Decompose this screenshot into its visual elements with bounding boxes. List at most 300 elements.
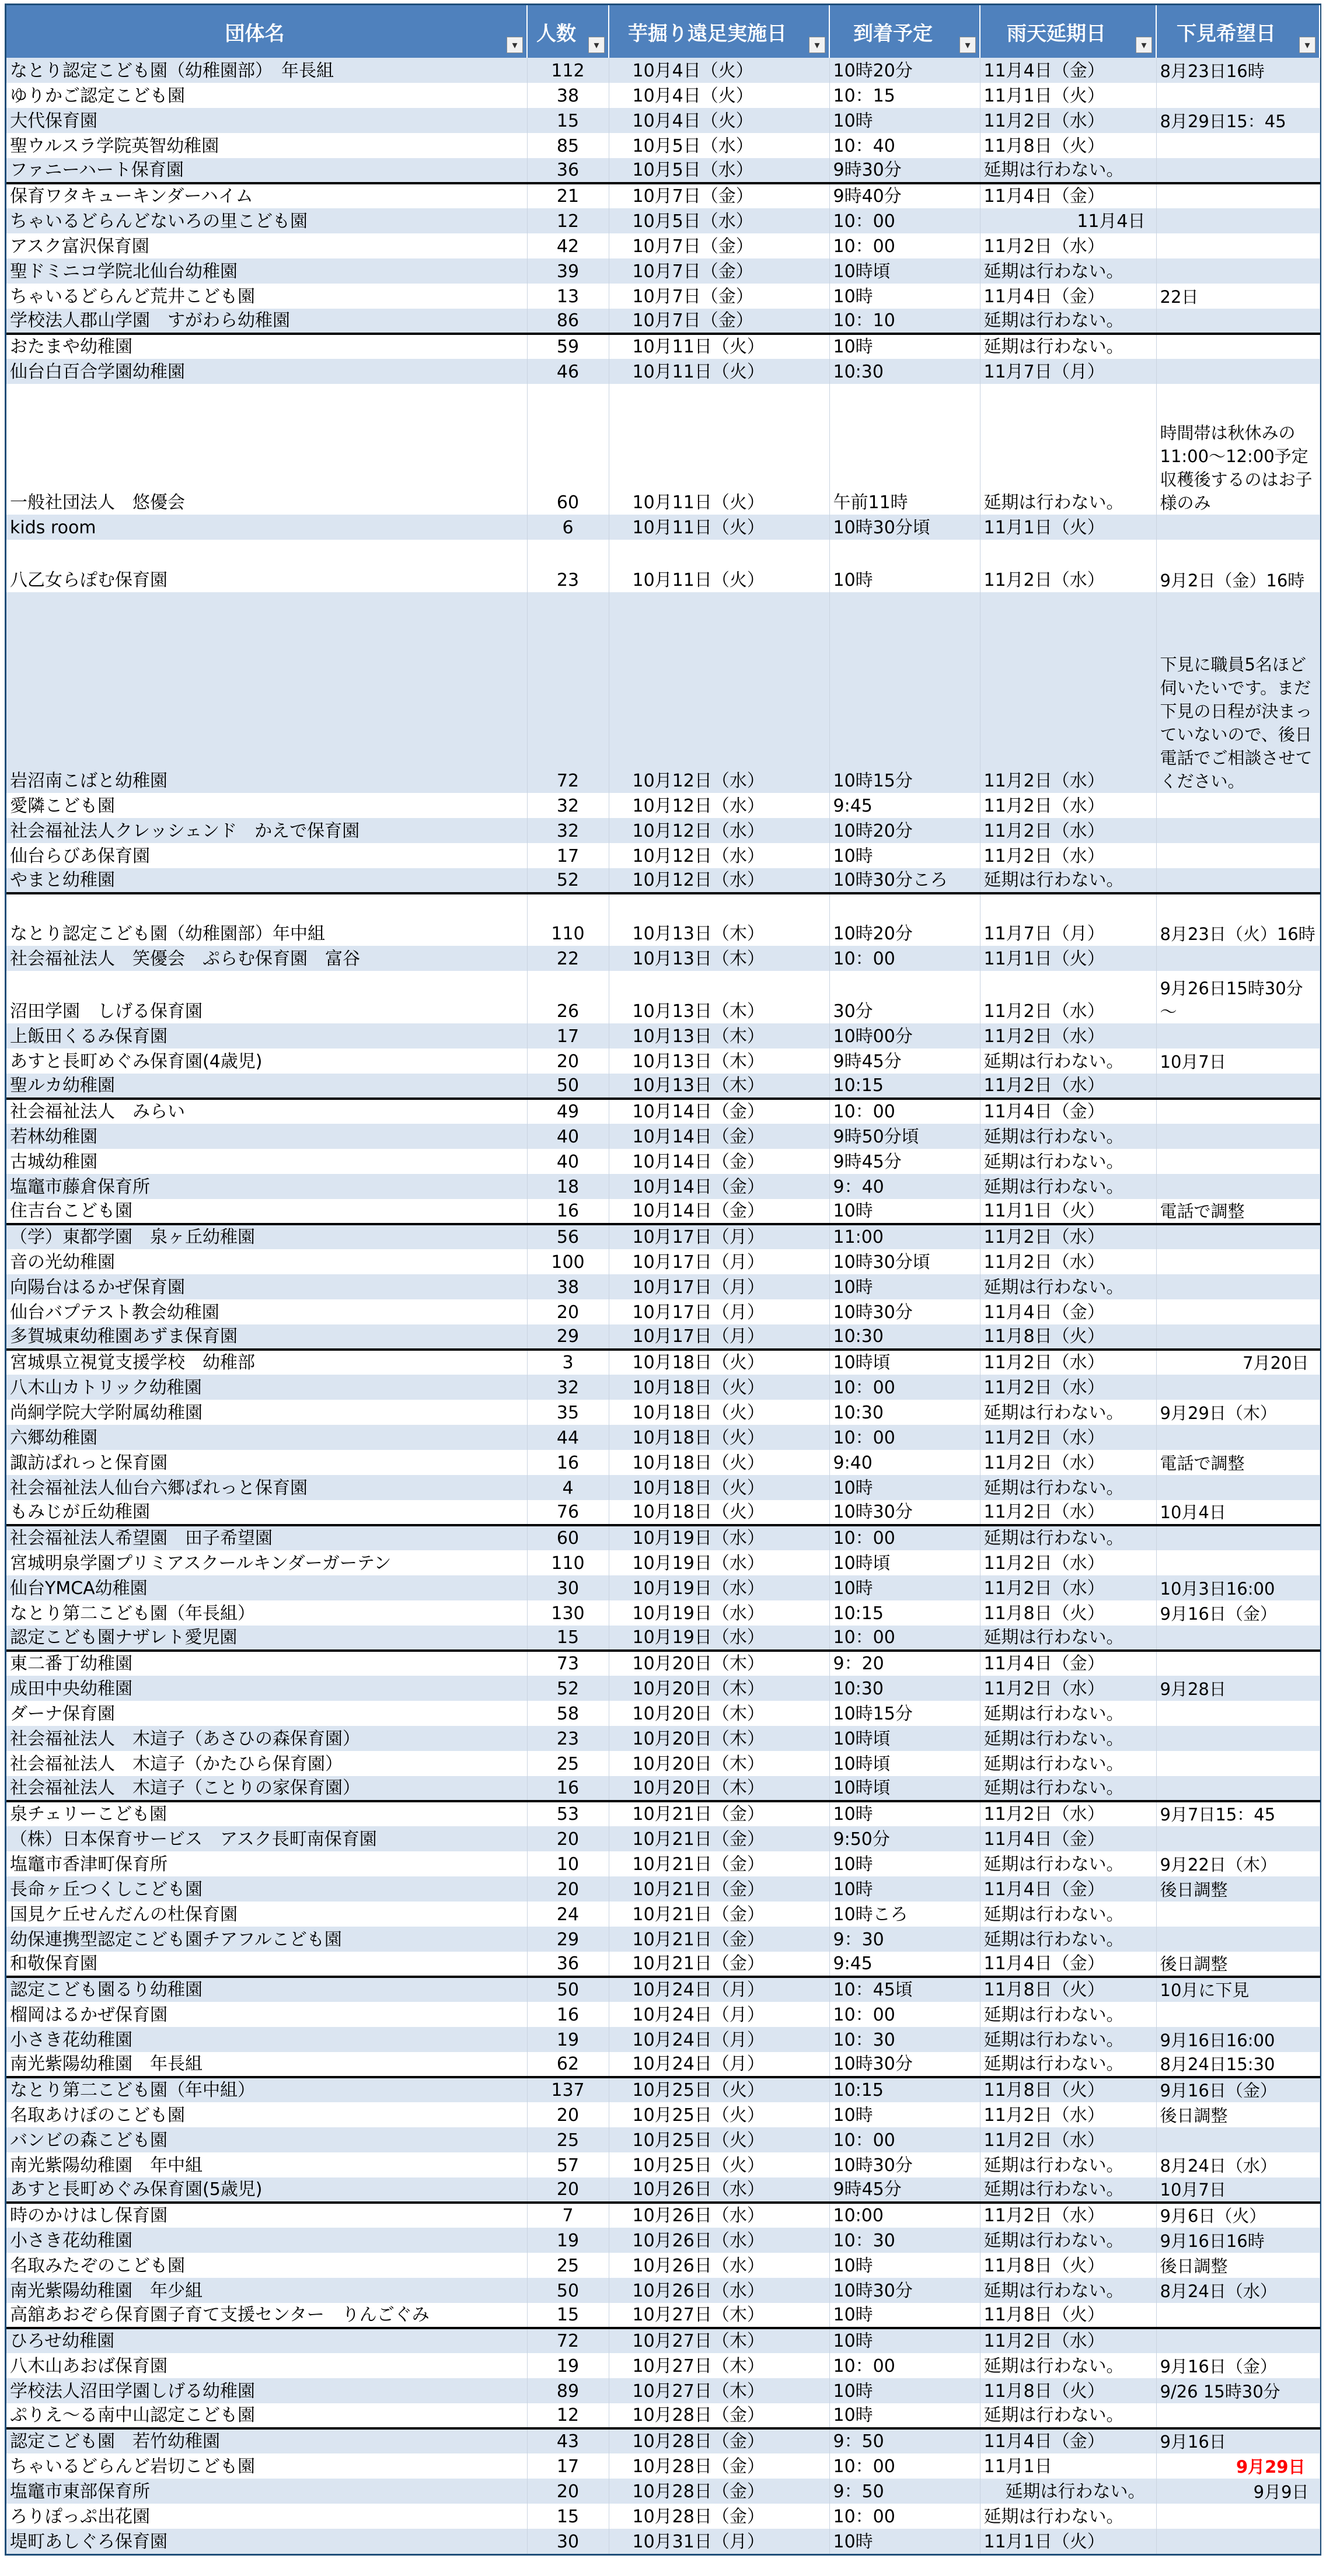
cell-preview[interactable] (1156, 946, 1320, 971)
cell-name[interactable]: 長命ヶ丘つくしこども園 (6, 1876, 527, 1902)
cell-preview[interactable] (1156, 1525, 1320, 1550)
cell-arrival[interactable]: 9：20 (829, 1651, 980, 1676)
cell-rain-date[interactable]: 延期は行わない。 (980, 1902, 1156, 1927)
cell-rain-date[interactable]: 11月2日（水） (980, 1575, 1156, 1600)
cell-preview[interactable]: 9月16日16:00 (1156, 2027, 1320, 2052)
cell-count[interactable]: 40 (527, 1149, 609, 1174)
cell-date[interactable]: 10月26日（水） (609, 2278, 829, 2303)
cell-preview[interactable]: 後日調整 (1156, 1952, 1320, 1977)
cell-name[interactable]: 塩竈市東部保育所 (6, 2479, 527, 2504)
cell-count[interactable]: 60 (527, 384, 609, 515)
cell-arrival[interactable]: 10：40 (829, 133, 980, 158)
dropdown-filter-icon[interactable]: ▾ (959, 37, 976, 53)
cell-count[interactable]: 19 (527, 2228, 609, 2253)
cell-rain-date[interactable]: 延期は行わない。 (980, 2278, 1156, 2303)
cell-rain-date[interactable]: 11月4日（金） (980, 1651, 1156, 1676)
cell-date[interactable]: 10月21日（金） (609, 1876, 829, 1902)
cell-name[interactable]: 宮城明泉学園プリミアスクールキンダーガーテン (6, 1550, 527, 1575)
cell-name[interactable]: ちゃいるどらんどないろの里こども園 (6, 208, 527, 233)
cell-preview[interactable]: 9月16日16時 (1156, 2228, 1320, 2253)
cell-date[interactable]: 10月26日（水） (609, 2177, 829, 2203)
cell-preview[interactable] (1156, 1826, 1320, 1851)
cell-arrival[interactable]: 10：30 (829, 2027, 980, 2052)
cell-preview[interactable] (1156, 1174, 1320, 1199)
cell-name[interactable]: ゆりかご認定こども園 (6, 83, 527, 108)
cell-rain-date[interactable]: 11月2日（水） (980, 1801, 1156, 1826)
cell-date[interactable]: 10月13日（木） (609, 1023, 829, 1048)
header-preview[interactable] (1156, 5, 1320, 58)
cell-arrival[interactable]: 10:30 (829, 1400, 980, 1425)
cell-date[interactable]: 10月27日（木） (609, 2353, 829, 2378)
cell-name[interactable]: 八乙女らぽむ保育園 (6, 540, 527, 592)
cell-arrival[interactable]: 10：00 (829, 2453, 980, 2479)
cell-name[interactable]: 音の光幼稚園 (6, 1249, 527, 1274)
cell-rain-date[interactable]: 延期は行わない。 (980, 1851, 1156, 1876)
cell-date[interactable]: 10月11日（火） (609, 515, 829, 540)
cell-rain-date[interactable]: 11月2日（水） (980, 2328, 1156, 2353)
cell-arrival[interactable]: 10時 (829, 1274, 980, 1299)
cell-arrival[interactable]: 10時 (829, 1801, 980, 1826)
cell-date[interactable]: 10月12日（水） (609, 843, 829, 868)
cell-rain-date[interactable]: 延期は行わない。 (980, 158, 1156, 183)
cell-rain-date[interactable]: 11月2日（水） (980, 1350, 1156, 1375)
cell-date[interactable]: 10月19日（水） (609, 1600, 829, 1626)
cell-count[interactable]: 19 (527, 2353, 609, 2378)
cell-preview[interactable]: 時間帯は秋休みの11:00～12:00予定 収穫後するのはお子様のみ (1156, 384, 1320, 515)
cell-preview[interactable] (1156, 133, 1320, 158)
cell-arrival[interactable]: 10:30 (829, 1324, 980, 1350)
cell-name[interactable]: 岩沼南こばと幼稚園 (6, 592, 527, 793)
cell-arrival[interactable]: 10時 (829, 2303, 980, 2328)
cell-arrival[interactable]: 10：30 (829, 2228, 980, 2253)
cell-preview[interactable] (1156, 258, 1320, 284)
cell-date[interactable]: 10月14日（金） (609, 1199, 829, 1224)
cell-count[interactable]: 42 (527, 233, 609, 258)
cell-name[interactable]: 愛隣こども園 (6, 793, 527, 818)
cell-date[interactable]: 10月18日（火） (609, 1500, 829, 1525)
cell-arrival[interactable]: 10時 (829, 2529, 980, 2554)
cell-name[interactable]: 塩竈市香津町保育所 (6, 1851, 527, 1876)
cell-count[interactable]: 62 (527, 2052, 609, 2077)
cell-rain-date[interactable]: 11月2日（水） (980, 1224, 1156, 1249)
cell-name[interactable]: ちゃいるどらんど岩切こども園 (6, 2453, 527, 2479)
cell-name[interactable]: 社会福祉法人希望園 田子希望園 (6, 1525, 527, 1550)
cell-count[interactable]: 13 (527, 284, 609, 309)
cell-count[interactable]: 38 (527, 1274, 609, 1299)
cell-date[interactable]: 10月28日（金） (609, 2428, 829, 2453)
cell-name[interactable]: ろりぽっぷ出花園 (6, 2504, 527, 2529)
cell-count[interactable]: 21 (527, 183, 609, 208)
cell-arrival[interactable]: 10：00 (829, 2127, 980, 2152)
cell-date[interactable]: 10月27日（木） (609, 2303, 829, 2328)
cell-date[interactable]: 10月18日（火） (609, 1400, 829, 1425)
cell-name[interactable]: 向陽台はるかぜ保育園 (6, 1274, 527, 1299)
cell-preview[interactable] (1156, 2328, 1320, 2353)
cell-date[interactable]: 10月4日（火） (609, 108, 829, 133)
cell-date[interactable]: 10月20日（木） (609, 1776, 829, 1801)
cell-date[interactable]: 10月28日（金） (609, 2453, 829, 2479)
cell-date[interactable]: 10月11日（火） (609, 334, 829, 359)
cell-date[interactable]: 10月14日（金） (609, 1124, 829, 1149)
cell-preview[interactable] (1156, 183, 1320, 208)
cell-rain-date[interactable]: 延期は行わない。 (980, 2403, 1156, 2428)
cell-date[interactable]: 10月26日（水） (609, 2228, 829, 2253)
cell-rain-date[interactable]: 延期は行わない。 (980, 1174, 1156, 1199)
cell-date[interactable]: 10月24日（月） (609, 1977, 829, 2002)
cell-arrival[interactable]: 10：15 (829, 83, 980, 108)
cell-rain-date[interactable]: 11月2日（水） (980, 108, 1156, 133)
cell-rain-date[interactable]: 11月2日（水） (980, 1425, 1156, 1450)
cell-preview[interactable]: 9月9日 (1156, 2479, 1320, 2504)
cell-name[interactable]: 社会福祉法人仙台六郷ぱれっと保育園 (6, 1475, 527, 1500)
cell-preview[interactable]: 9月16日（金） (1156, 1600, 1320, 1626)
cell-preview[interactable] (1156, 843, 1320, 868)
cell-rain-date[interactable]: 延期は行わない。 (980, 2504, 1156, 2529)
cell-date[interactable]: 10月13日（木） (609, 893, 829, 946)
cell-date[interactable]: 10月17日（月） (609, 1224, 829, 1249)
cell-name[interactable]: あすと長町めぐみ保育園(5歳児) (6, 2177, 527, 2203)
cell-name[interactable]: 諏訪ぱれっと保育園 (6, 1450, 527, 1475)
cell-rain-date[interactable]: 11月8日（火） (980, 2253, 1156, 2278)
cell-rain-date[interactable]: 延期は行わない。 (980, 309, 1156, 334)
cell-rain-date[interactable]: 11月2日（水） (980, 1676, 1156, 1701)
cell-date[interactable]: 10月13日（木） (609, 946, 829, 971)
cell-count[interactable]: 110 (527, 893, 609, 946)
cell-name[interactable]: 幼保連携型認定こども園チアフルこども園 (6, 1927, 527, 1952)
cell-date[interactable]: 10月19日（水） (609, 1525, 829, 1550)
cell-count[interactable]: 17 (527, 2453, 609, 2479)
cell-count[interactable]: 18 (527, 1174, 609, 1199)
cell-rain-date[interactable]: 11月2日（水） (980, 2102, 1156, 2127)
cell-name[interactable]: 聖ルカ幼稚園 (6, 1074, 527, 1099)
dropdown-filter-icon[interactable]: ▾ (1136, 37, 1152, 53)
cell-count[interactable]: 20 (527, 1299, 609, 1324)
cell-arrival[interactable]: 9時50分頃 (829, 1124, 980, 1149)
cell-count[interactable]: 15 (527, 2504, 609, 2529)
cell-arrival[interactable]: 10時30分 (829, 2278, 980, 2303)
cell-rain-date[interactable]: 11月2日（水） (980, 540, 1156, 592)
cell-arrival[interactable]: 10時15分 (829, 592, 980, 793)
cell-count[interactable]: 112 (527, 58, 609, 83)
cell-preview[interactable]: 10月7日 (1156, 2177, 1320, 2203)
cell-preview[interactable] (1156, 83, 1320, 108)
cell-date[interactable]: 10月20日（木） (609, 1701, 829, 1726)
cell-count[interactable]: 52 (527, 868, 609, 893)
cell-rain-date[interactable]: 11月2日（水） (980, 793, 1156, 818)
cell-date[interactable]: 10月31日（月） (609, 2529, 829, 2554)
cell-preview[interactable] (1156, 359, 1320, 384)
cell-rain-date[interactable]: 11月4日（金） (980, 284, 1156, 309)
cell-name[interactable]: 社会福祉法人 木這子（あさひの森保育園） (6, 1726, 527, 1751)
cell-arrival[interactable]: 10時 (829, 1475, 980, 1500)
cell-date[interactable]: 10月4日（火） (609, 83, 829, 108)
cell-count[interactable]: 16 (527, 1450, 609, 1475)
cell-arrival[interactable]: 10時頃 (829, 1776, 980, 1801)
cell-date[interactable]: 10月17日（月） (609, 1299, 829, 1324)
cell-preview[interactable]: 8月23日16時 (1156, 58, 1320, 83)
cell-date[interactable]: 10月12日（水） (609, 793, 829, 818)
cell-arrival[interactable]: 10時頃 (829, 1726, 980, 1751)
cell-date[interactable]: 10月25日（火） (609, 2102, 829, 2127)
cell-rain-date[interactable]: 延期は行わない。 (980, 1124, 1156, 1149)
cell-date[interactable]: 10月24日（月） (609, 2002, 829, 2027)
cell-arrival[interactable]: 10時頃 (829, 258, 980, 284)
cell-date[interactable]: 10月19日（水） (609, 1575, 829, 1600)
cell-arrival[interactable]: 午前11時 (829, 384, 980, 515)
cell-rain-date[interactable]: 延期は行わない。 (980, 2177, 1156, 2203)
cell-preview[interactable] (1156, 1375, 1320, 1400)
cell-arrival[interactable]: 10時頃 (829, 1751, 980, 1776)
cell-arrival[interactable]: 11:00 (829, 1224, 980, 1249)
cell-name[interactable]: 八木山あおば保育園 (6, 2353, 527, 2378)
cell-rain-date[interactable]: 延期は行わない。 (980, 1400, 1156, 1425)
cell-arrival[interactable]: 10時30分頃 (829, 1249, 980, 1274)
cell-count[interactable]: 110 (527, 1550, 609, 1575)
cell-preview[interactable] (1156, 309, 1320, 334)
cell-date[interactable]: 10月14日（金） (609, 1099, 829, 1124)
cell-preview[interactable] (1156, 1776, 1320, 1801)
cell-arrival[interactable]: 9:40 (829, 1450, 980, 1475)
cell-arrival[interactable]: 10時 (829, 108, 980, 133)
cell-rain-date[interactable]: 延期は行わない。 (980, 1048, 1156, 1074)
cell-preview[interactable] (1156, 2504, 1320, 2529)
cell-rain-date[interactable]: 11月2日（水） (980, 233, 1156, 258)
header-arrival[interactable] (829, 5, 980, 58)
cell-name[interactable]: 学校法人沼田学園しげる幼稚園 (6, 2378, 527, 2403)
cell-date[interactable]: 10月11日（火） (609, 540, 829, 592)
cell-name[interactable]: 社会福祉法人クレッシェンド かえで保育園 (6, 818, 527, 843)
cell-preview[interactable]: 9月26日15時30分～ (1156, 971, 1320, 1023)
cell-count[interactable]: 35 (527, 1400, 609, 1425)
cell-preview[interactable]: 9月29日 (1156, 2453, 1320, 2479)
cell-preview[interactable]: 後日調整 (1156, 1876, 1320, 1902)
cell-arrival[interactable]: 10：00 (829, 2002, 980, 2027)
cell-date[interactable]: 10月4日（火） (609, 58, 829, 83)
cell-name[interactable]: なとり第二こども園（年中組） (6, 2077, 527, 2102)
cell-date[interactable]: 10月28日（金） (609, 2403, 829, 2428)
cell-preview[interactable] (1156, 868, 1320, 893)
cell-preview[interactable]: 9月7日15：45 (1156, 1801, 1320, 1826)
cell-rain-date[interactable]: 11月4日（金） (980, 2428, 1156, 2453)
cell-name[interactable]: 社会福祉法人 木這子（かたひら保育園） (6, 1751, 527, 1776)
cell-rain-date[interactable]: 延期は行わない。 (980, 2479, 1156, 2504)
cell-count[interactable]: 20 (527, 2177, 609, 2203)
cell-date[interactable]: 10月18日（火） (609, 1450, 829, 1475)
cell-arrival[interactable]: 9：50 (829, 2428, 980, 2453)
cell-arrival[interactable]: 10:30 (829, 1676, 980, 1701)
cell-date[interactable]: 10月20日（木） (609, 1651, 829, 1676)
cell-preview[interactable] (1156, 515, 1320, 540)
cell-preview[interactable]: 8月24日15:30 (1156, 2052, 1320, 2077)
cell-count[interactable]: 89 (527, 2378, 609, 2403)
cell-rain-date[interactable]: 11月2日（水） (980, 1074, 1156, 1099)
cell-name[interactable]: なとり認定こども園（幼稚園部） 年長組 (6, 58, 527, 83)
cell-arrival[interactable]: 10：45頃 (829, 1977, 980, 2002)
cell-count[interactable]: 50 (527, 2278, 609, 2303)
cell-name[interactable]: ファニーハート保育園 (6, 158, 527, 183)
cell-arrival[interactable]: 9：50 (829, 2479, 980, 2504)
cell-preview[interactable] (1156, 2529, 1320, 2554)
cell-count[interactable]: 72 (527, 2328, 609, 2353)
cell-rain-date[interactable]: 11月2日（水） (980, 2203, 1156, 2228)
cell-count[interactable]: 20 (527, 1876, 609, 1902)
cell-name[interactable]: 沼田学園 しげる保育園 (6, 971, 527, 1023)
cell-rain-date[interactable]: 11月1日（火） (980, 1199, 1156, 1224)
cell-arrival[interactable]: 10時 (829, 843, 980, 868)
cell-preview[interactable]: 8月29日15：45 (1156, 108, 1320, 133)
cell-count[interactable]: 36 (527, 1952, 609, 1977)
cell-preview[interactable] (1156, 1224, 1320, 1249)
cell-arrival[interactable]: 10：00 (829, 1425, 980, 1450)
cell-name[interactable]: 宮城県立視覚支援学校 幼稚部 (6, 1350, 527, 1375)
cell-arrival[interactable]: 9時30分 (829, 158, 980, 183)
cell-date[interactable]: 10月7日（金） (609, 233, 829, 258)
cell-preview[interactable] (1156, 1651, 1320, 1676)
cell-arrival[interactable]: 9時40分 (829, 183, 980, 208)
cell-rain-date[interactable]: 11月8日（火） (980, 2378, 1156, 2403)
cell-preview[interactable] (1156, 158, 1320, 183)
cell-rain-date[interactable]: 11月2日（水） (980, 843, 1156, 868)
cell-preview[interactable] (1156, 1626, 1320, 1651)
cell-date[interactable]: 10月5日（水） (609, 208, 829, 233)
cell-preview[interactable] (1156, 1023, 1320, 1048)
cell-date[interactable]: 10月26日（水） (609, 2253, 829, 2278)
cell-name[interactable]: 仙台白百合学園幼稚園 (6, 359, 527, 384)
cell-count[interactable]: 25 (527, 2127, 609, 2152)
cell-rain-date[interactable]: 延期は行わない。 (980, 1776, 1156, 1801)
cell-arrival[interactable]: 10：00 (829, 946, 980, 971)
cell-arrival[interactable]: 10時20分 (829, 818, 980, 843)
cell-name[interactable]: 仙台YMCA幼稚園 (6, 1575, 527, 1600)
cell-arrival[interactable]: 10時頃 (829, 1350, 980, 1375)
cell-date[interactable]: 10月18日（火） (609, 1375, 829, 1400)
cell-arrival[interactable]: 10時 (829, 334, 980, 359)
cell-preview[interactable]: 電話で調整 (1156, 1450, 1320, 1475)
cell-count[interactable]: 23 (527, 1726, 609, 1751)
cell-preview[interactable]: 9月16日（金） (1156, 2077, 1320, 2102)
cell-arrival[interactable]: 10:30 (829, 359, 980, 384)
cell-date[interactable]: 10月25日（火） (609, 2127, 829, 2152)
cell-count[interactable]: 20 (527, 1048, 609, 1074)
cell-preview[interactable]: 22日 (1156, 284, 1320, 309)
cell-rain-date[interactable]: 11月2日（水） (980, 1550, 1156, 1575)
cell-date[interactable]: 10月24日（月） (609, 2052, 829, 2077)
cell-count[interactable]: 25 (527, 1751, 609, 1776)
cell-arrival[interactable]: 9時45分 (829, 1048, 980, 1074)
cell-count[interactable]: 17 (527, 1023, 609, 1048)
cell-count[interactable]: 44 (527, 1425, 609, 1450)
cell-count[interactable]: 25 (527, 2253, 609, 2278)
cell-date[interactable]: 10月13日（木） (609, 1074, 829, 1099)
cell-rain-date[interactable]: 11月4日 (980, 208, 1156, 233)
cell-count[interactable]: 32 (527, 818, 609, 843)
cell-arrival[interactable]: 10時30分 (829, 2052, 980, 2077)
cell-preview[interactable] (1156, 1299, 1320, 1324)
cell-rain-date[interactable]: 延期は行わない。 (980, 1149, 1156, 1174)
cell-date[interactable]: 10月28日（金） (609, 2479, 829, 2504)
cell-arrival[interactable]: 10:15 (829, 1074, 980, 1099)
cell-preview[interactable] (1156, 1550, 1320, 1575)
cell-arrival[interactable]: 10時30分ころ (829, 868, 980, 893)
cell-date[interactable]: 10月26日（水） (609, 2203, 829, 2228)
cell-name[interactable]: 聖ドミニコ学院北仙台幼稚園 (6, 258, 527, 284)
cell-date[interactable]: 10月19日（水） (609, 1626, 829, 1651)
cell-name[interactable]: バンビの森こども園 (6, 2127, 527, 2152)
cell-name[interactable]: 仙台バプテスト教会幼稚園 (6, 1299, 527, 1324)
cell-preview[interactable] (1156, 1475, 1320, 1500)
cell-rain-date[interactable]: 延期は行わない。 (980, 2353, 1156, 2378)
cell-count[interactable]: 15 (527, 1626, 609, 1651)
cell-arrival[interactable]: 10時 (829, 540, 980, 592)
cell-name[interactable]: 南光紫陽幼稚園 年少組 (6, 2278, 527, 2303)
cell-date[interactable]: 10月17日（月） (609, 1274, 829, 1299)
cell-rain-date[interactable]: 11月4日（金） (980, 183, 1156, 208)
cell-preview[interactable]: 9月2日（金）16時 (1156, 540, 1320, 592)
cell-preview[interactable] (1156, 1927, 1320, 1952)
cell-name[interactable]: 国見ケ丘せんだんの杜保育園 (6, 1902, 527, 1927)
cell-rain-date[interactable]: 延期は行わない。 (980, 868, 1156, 893)
cell-arrival[interactable]: 10：10 (829, 309, 980, 334)
cell-rain-date[interactable]: 11月2日（水） (980, 1249, 1156, 1274)
cell-preview[interactable]: 9月28日 (1156, 1676, 1320, 1701)
cell-count[interactable]: 29 (527, 1324, 609, 1350)
cell-count[interactable]: 15 (527, 2303, 609, 2328)
cell-date[interactable]: 10月25日（火） (609, 2077, 829, 2102)
cell-date[interactable]: 10月18日（火） (609, 1425, 829, 1450)
cell-count[interactable]: 16 (527, 1776, 609, 1801)
cell-rain-date[interactable]: 11月4日（金） (980, 1099, 1156, 1124)
cell-rain-date[interactable]: 11月4日（金） (980, 1826, 1156, 1851)
cell-preview[interactable] (1156, 2002, 1320, 2027)
cell-preview[interactable]: 7月20日 (1156, 1350, 1320, 1375)
cell-arrival[interactable]: 10：00 (829, 2504, 980, 2529)
cell-date[interactable]: 10月7日（金） (609, 258, 829, 284)
cell-date[interactable]: 10月25日（火） (609, 2152, 829, 2177)
header-date[interactable] (609, 5, 829, 58)
cell-date[interactable]: 10月20日（木） (609, 1751, 829, 1776)
cell-name[interactable]: 高舘あおぞら保育園子育て支援センター りんごぐみ (6, 2303, 527, 2328)
cell-date[interactable]: 10月12日（水） (609, 592, 829, 793)
cell-count[interactable]: 52 (527, 1676, 609, 1701)
cell-date[interactable]: 10月18日（火） (609, 1350, 829, 1375)
cell-name[interactable]: 一般社団法人 悠優会 (6, 384, 527, 515)
cell-arrival[interactable]: 10：00 (829, 1626, 980, 1651)
cell-rain-date[interactable]: 延期は行わない。 (980, 334, 1156, 359)
cell-count[interactable]: 4 (527, 1475, 609, 1500)
cell-arrival[interactable]: 10：00 (829, 233, 980, 258)
cell-name[interactable]: アスク富沢保育園 (6, 233, 527, 258)
cell-arrival[interactable]: 10時 (829, 1851, 980, 1876)
cell-date[interactable]: 10月12日（水） (609, 818, 829, 843)
cell-name[interactable]: 住吉台こども園 (6, 1199, 527, 1224)
cell-arrival[interactable]: 9:45 (829, 793, 980, 818)
cell-count[interactable]: 36 (527, 158, 609, 183)
cell-preview[interactable] (1156, 334, 1320, 359)
cell-arrival[interactable]: 10：00 (829, 1375, 980, 1400)
cell-date[interactable]: 10月27日（木） (609, 2378, 829, 2403)
cell-count[interactable]: 32 (527, 793, 609, 818)
cell-arrival[interactable]: 30分 (829, 971, 980, 1023)
cell-arrival[interactable]: 10時30分 (829, 2152, 980, 2177)
cell-count[interactable]: 137 (527, 2077, 609, 2102)
cell-arrival[interactable]: 10時15分 (829, 1701, 980, 1726)
cell-rain-date[interactable]: 11月4日（金） (980, 1299, 1156, 1324)
cell-date[interactable]: 10月20日（木） (609, 1676, 829, 1701)
cell-preview[interactable] (1156, 233, 1320, 258)
cell-preview[interactable]: 下見に職員5名ほど伺いたいです。まだ下見の日程が決まっていないので、後日電話でご相談させてください。 (1156, 592, 1320, 793)
cell-count[interactable]: 12 (527, 2403, 609, 2428)
cell-count[interactable]: 3 (527, 1350, 609, 1375)
